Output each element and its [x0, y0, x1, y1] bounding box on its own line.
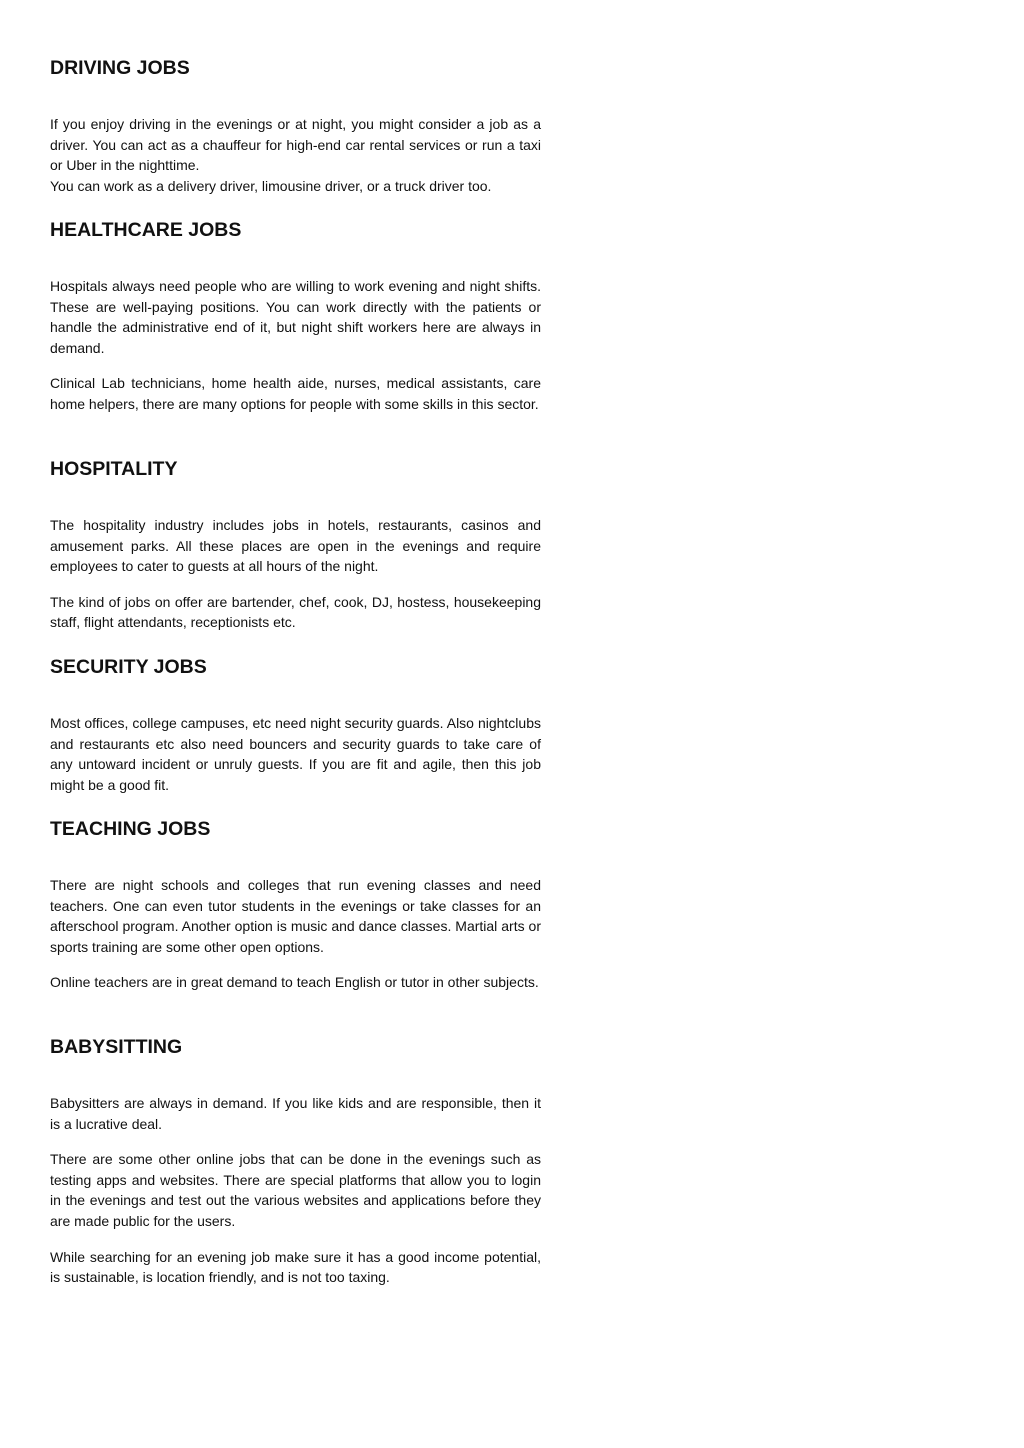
section-paragraph: The hospitality industry includes jobs in hotels, restaurants, casinos and amusement parks. All these places are open in the evenings and require employees to cater to guests at all hours of the night.: [50, 517, 541, 575]
section-paragraph: There are night schools and colleges that run evening classes and need teachers. One can even tutor students in the evenings or take classes for an afterschool program. Another option is music and dance classes. Martial arts or sports training are some other open options.: [50, 877, 541, 955]
section-driving-jobs: [50, 56, 541, 196]
section-paragraph: Clinical Lab technicians, home health aide, nurses, medical assistants, care home helpers, there are many options for people with some skills in this sector.: [50, 375, 541, 412]
section-paragraph: There are some other online jobs that can be done in the evenings such as testing apps and websites. There are special platforms that allow you to login in the evenings and test out the various websites and applications before they are made public for the users.: [50, 1151, 541, 1229]
section-heading: HOSPITALITY: [50, 458, 178, 480]
section-paragraph: If you enjoy driving in the evenings or at night, you might consider a job as a driver. You can act as a chauffeur for high-end car rental services or run a taxi or Uber in the nighttime.: [50, 116, 541, 174]
section-heading: SECURITY JOBS: [50, 656, 207, 678]
section-heading: BABYSITTING: [50, 1036, 183, 1058]
section-security-jobs: [50, 655, 541, 795]
section-teaching-jobs: [50, 817, 541, 993]
section-hospitality: [50, 457, 541, 633]
section-heading: TEACHING JOBS: [50, 818, 211, 840]
section-paragraph: Most offices, college campuses, etc need night security guards. Also nightclubs and restaurants etc also need bouncers and security guards to take care of any untoward incident or unruly guests. If you are fit and agile, then this job might be a good fit.: [50, 715, 541, 793]
section-paragraph: While searching for an evening job make sure it has a good income potential, is sustainable, is location friendly, and is not too taxing.: [50, 1248, 541, 1286]
section-paragraph: Online teachers are in great demand to teach English or tutor in other subjects.: [50, 974, 539, 991]
section-paragraph: The kind of jobs on offer are bartender, chef, cook, DJ, hostess, housekeeping staff, flight attendants, receptionists etc.: [50, 593, 541, 631]
section-heading: HEALTHCARE JOBS: [50, 219, 242, 241]
section-paragraph: Hospitals always need people who are willing to work evening and night shifts. These are well-paying positions. You can work directly with the patients or handle the administrative end of it, but night shift workers here are always in demand.: [50, 278, 541, 356]
section-paragraph: Babysitters are always in demand. If you like kids and are responsible, then it is a lucrative deal.: [50, 1095, 541, 1132]
section-healthcare-jobs: [50, 218, 541, 415]
section-babysitting: [50, 1035, 541, 1288]
section-paragraph: You can work as a delivery driver, limousine driver, or a truck driver too.: [50, 177, 492, 194]
section-heading: DRIVING JOBS: [50, 57, 190, 79]
